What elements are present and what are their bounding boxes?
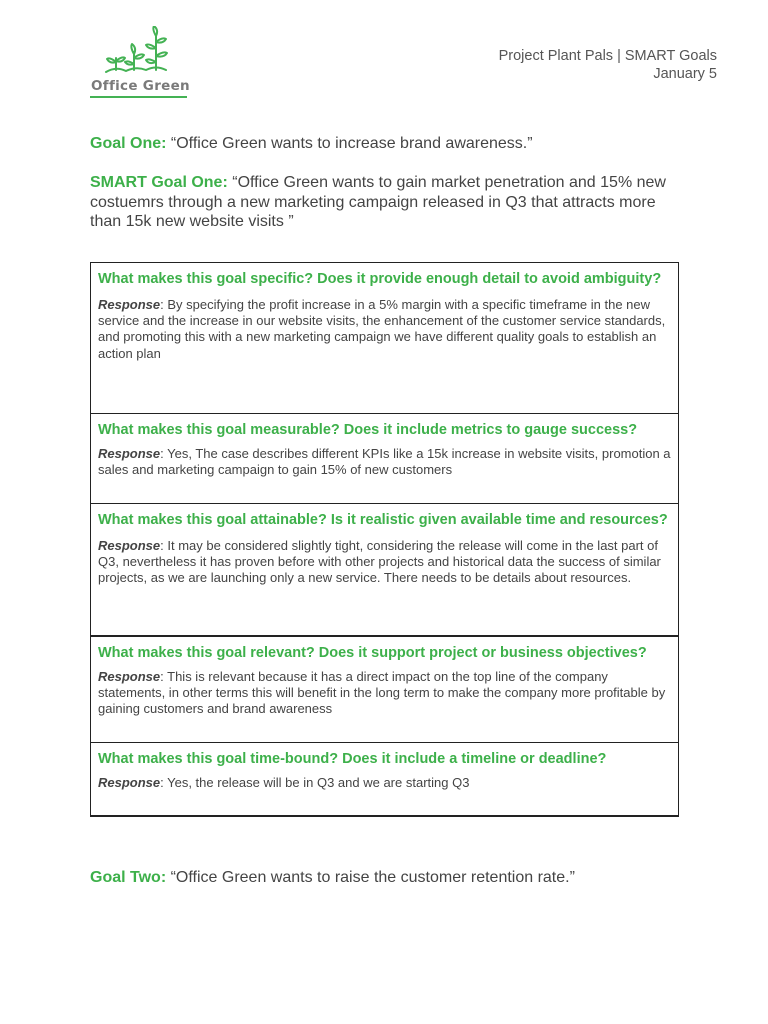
logo-text: Office Green <box>91 78 190 94</box>
response-text: : Yes, The case describes different KPIs like a 15k increase in website visits, promotion a sales and marketing campaign to gain 15% of new customers <box>98 445 671 477</box>
response-text: : This is relevant because it has a direct impact on the top line of the company statements, in other terms this will benefit in the long term to make the company more profitable by gaining customers and brand awareness <box>98 668 666 717</box>
project-title: Project Plant Pals | SMART Goals <box>498 48 717 64</box>
goal-two <box>90 868 690 888</box>
goal-one-label: Goal One: <box>90 135 167 152</box>
response-label: Response <box>98 445 161 461</box>
document-header <box>499 47 717 83</box>
question-measurable: What makes this goal measurable? Does it include metrics to gauge success? <box>98 422 638 438</box>
response-attainable <box>98 538 671 587</box>
plant-sprouts-icon <box>104 26 176 74</box>
table-row-time-bound <box>91 742 678 815</box>
goal-two-label: Goal Two: <box>90 869 167 886</box>
response-text: : By specifying the profit increase in a 5% margin with a specific timeframe in the new service and the increase in our website visits, the enhancement of the customer service standards, and promoting this with a new marketing campaign we have different quality goals to establish an action plan <box>98 296 666 361</box>
table-row-relevant <box>91 635 678 742</box>
goal-one-text: “Office Green wants to increase brand awareness.” <box>170 135 533 152</box>
question-attainable: What makes this goal attainable? Is it realistic given available time and resources? <box>98 512 668 528</box>
smart-goal-one <box>90 173 685 232</box>
response-specific <box>98 297 671 363</box>
response-text: : Yes, the release will be in Q3 and we are starting Q3 <box>160 774 470 790</box>
question-time-bound: What makes this goal time-bound? Does it include a timeline or deadline? <box>98 751 607 767</box>
goal-two-text: “Office Green wants to raise the customer retention rate.” <box>170 869 575 886</box>
response-time-bound <box>98 775 671 791</box>
response-label: Response <box>98 668 161 684</box>
table-row-measurable <box>91 413 678 503</box>
table-row-specific <box>91 263 678 413</box>
response-label: Response <box>98 537 161 553</box>
response-text: : It may be considered slightly tight, considering the release will come in the last part of Q3, nevertheless it has proven before with other projects and historical data the success of similar projects, as we are launching only a new service. There needs to be details about resources. <box>98 537 661 586</box>
document-date: January 5 <box>653 66 717 82</box>
smart-criteria-table <box>90 262 679 817</box>
response-relevant <box>98 669 671 718</box>
logo-underline <box>90 96 187 98</box>
goal-one <box>90 134 690 154</box>
question-specific: What makes this goal specific? Does it provide enough detail to avoid ambiguity? <box>98 271 662 287</box>
response-measurable <box>98 446 671 479</box>
response-label: Response <box>98 296 161 312</box>
table-row-attainable <box>91 503 678 635</box>
question-relevant: What makes this goal relevant? Does it support project or business objectives? <box>98 645 647 661</box>
smart-goal-one-text: “Office Green wants to gain market penetration and 15% new costuemrs through a new marketing campaign released in Q3 that attracts more than 15k new website visits ” <box>90 174 666 230</box>
smart-goal-one-label: SMART Goal One: <box>90 174 228 191</box>
office-green-logo <box>90 26 190 102</box>
response-label: Response <box>98 774 161 790</box>
